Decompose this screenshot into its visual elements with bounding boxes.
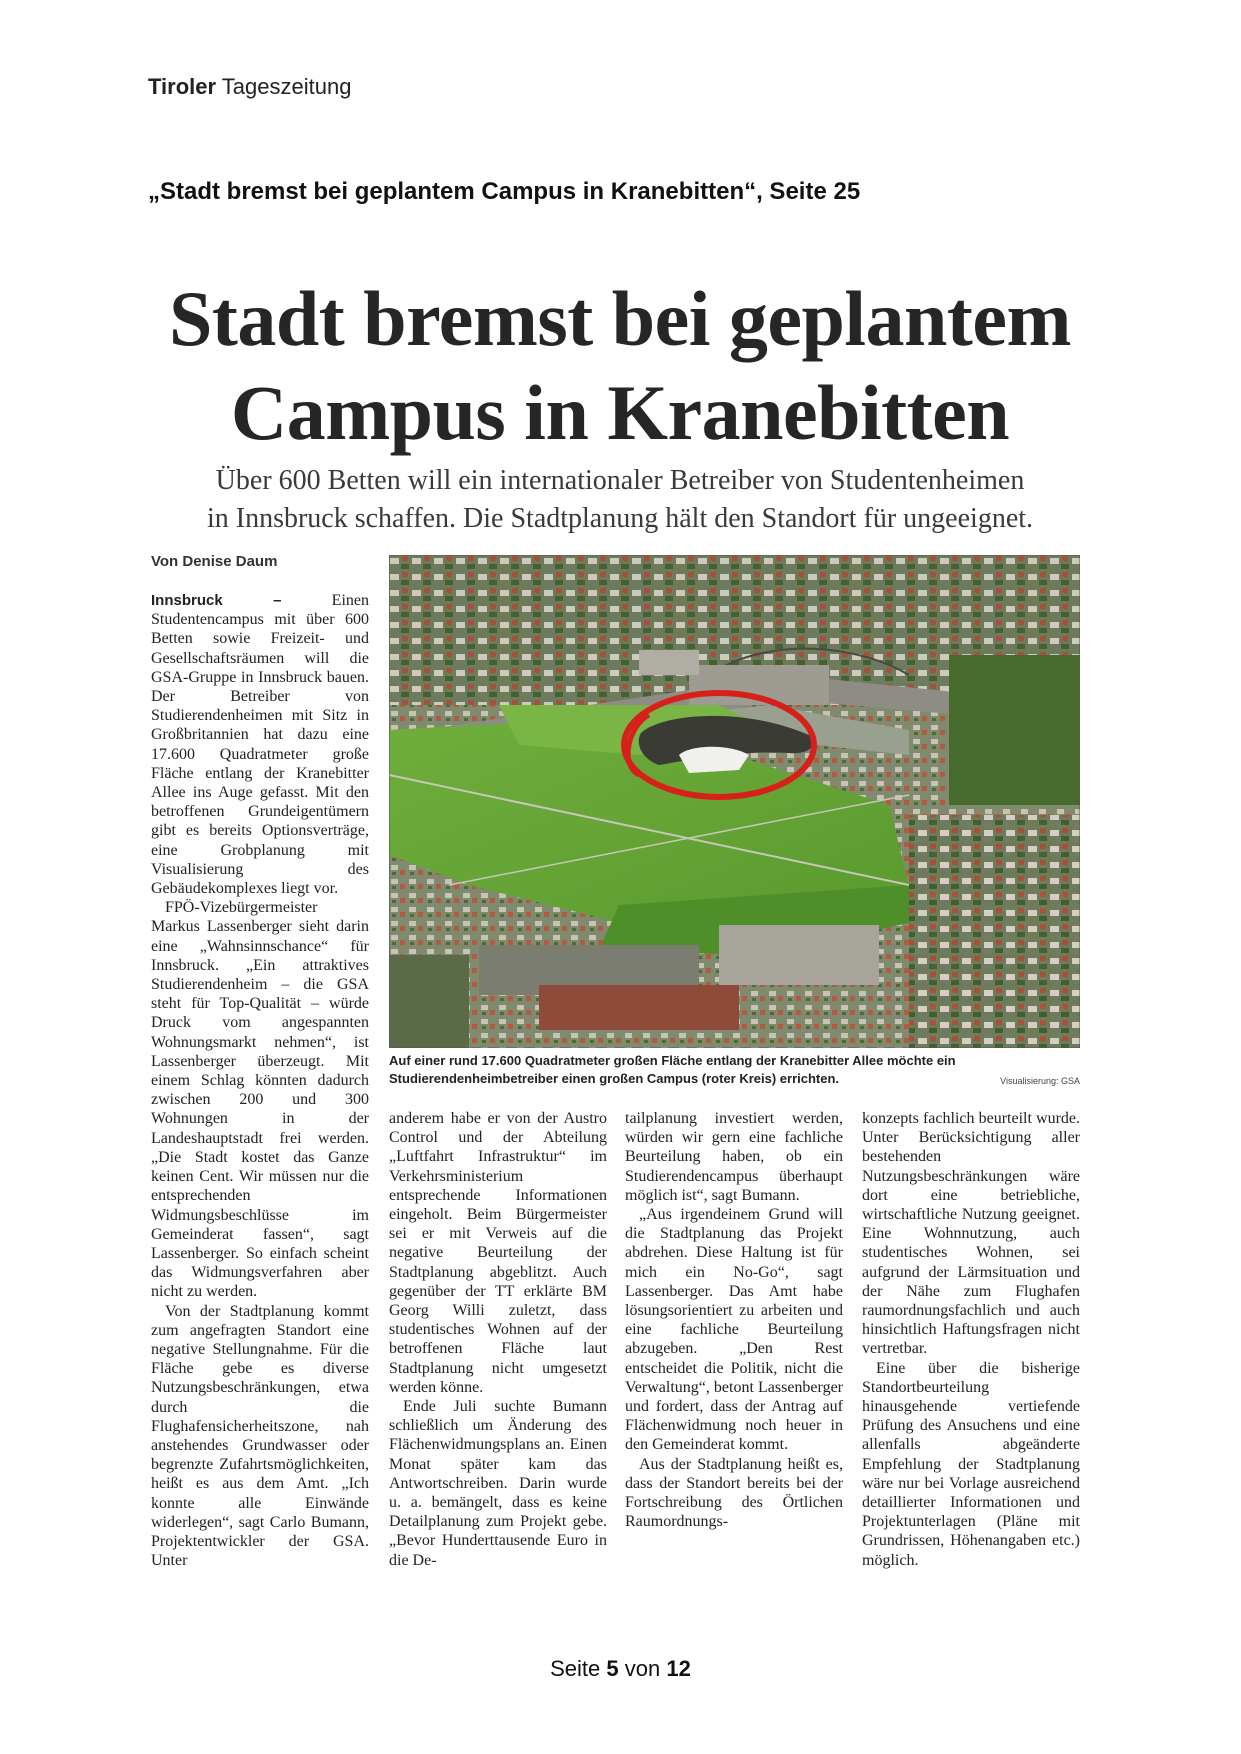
column-paragraph: „Aus irgendeinem Grund will die Stadtplanung das Projekt abdrehen. Diese Haltung ist für mich ein No-Go“, sagt Lassenberger. Das Amt habe lösungsorientiert zu arbeiten und eine fachliche Beurteilung abzugeben. „Den Rest entscheidet die Politik, nicht die Verwaltung“, betont Lassenberger und fordert, dass der Antrag auf Flächenwidmung noch heuer in den Gemeinderat kommt. [625, 1206, 843, 1454]
clip-reference: „Stadt bremst bei geplantem Campus in Kranebitten“, Seite 25 [148, 178, 861, 205]
column-paragraph: Eine über die bisherige Standortbeurteilung hinausgehende vertiefende Prüfung des Ansuchens und eine allenfalls abgeänderte Empfehlung der Stadtplanung wäre nur bei Vorlage ausreichend detaillierter Informationen und Projektunterlagen (Pläne mit Grundrissen, Höhenangaben etc.) möglich. [862, 1359, 1080, 1569]
aerial-photo-illustration [389, 555, 1080, 1048]
publication-name [148, 74, 351, 100]
subhead-line-1: Über 600 Betten will ein internationaler Betreiber von Studentenheimen [215, 465, 1025, 496]
article-column-2 [389, 1109, 607, 1570]
photo-caption: Auf einer rund 17.600 Quadratmeter großen Fläche entlang der Kranebitter Allee möchte ein Studierendenheimbetreiber einen großen Campus (roter Kreis) errichten. [389, 1053, 956, 1086]
byline: Von Denise Daum [151, 553, 278, 570]
article-subhead [150, 462, 1090, 538]
column-paragraph: FPÖ-Vizebürgermeister Markus Lassenberger sieht darin eine „Wahnsinnschance“ für Innsbruck. „Ein attraktives Studierendenheim – die GSA steht für Top-Qualität – würde Druck vom angespannten Wohnungsmarkt nehmen“, ist Lassenberger überzeugt. Mit einem Schlag könnten dadurch zwischen 200 und 300 Wohnungen in der Landeshauptstadt frei werden. „Die Stadt kostet das Ganze keinen Cent. Wir müssen nur die entsprechenden Widmungsbeschlüsse im Gemeinderat fassen“, sagt Lassenberger. So einfach scheint das Widmungsverfahren aber nicht zu werden. [151, 899, 369, 1301]
column-paragraph: Von der Stadtplanung kommt zum angefragten Standort eine negative Stellungnahme. Für die Fläche gebe es diverse Nutzungsbeschränkungen, etwa durch die Flughafensicherheitszone, nah anstehendes Grundwasser oder begrenzte Zufahrtsmöglichkeiten, heißt es aus dem Amt. „Ich konnte alle Einwände widerlegen“, sagt Carlo Bumann, Projektentwickler der GSA. Unter [151, 1302, 369, 1570]
column-paragraph: Ende Juli suchte Bumann schließlich um Änderung des Flächenwidmungsplans an. Einen Monat später kam das Antwortschreiben. Darin wurde u. a. bemängelt, dass es keine Detailplanung zum Projekt gebe. „Bevor Hunderttausende Euro in die De- [389, 1398, 607, 1569]
article-column-1 [151, 591, 369, 1570]
page-total: 12 [666, 1656, 691, 1681]
article-headline [150, 272, 1090, 460]
subhead-line-2: in Innsbruck schaffen. Die Stadtplanung hält den Standort für ungeeignet. [206, 503, 1034, 534]
page-number [0, 1656, 1241, 1682]
column-paragraph: Aus der Stadtplanung heißt es, dass der Standort bereits bei der Fortschreibung des Örtlichen Raumordnungs- [625, 1455, 843, 1531]
article-column-4 [862, 1109, 1080, 1570]
publication-name-rest: Tageszeitung [221, 74, 352, 99]
page-middle: von [624, 1656, 661, 1681]
page-prefix: Seite [550, 1656, 601, 1681]
photo-credit: Visualisierung: GSA [1000, 1076, 1080, 1086]
column-paragraph [151, 591, 369, 898]
column-paragraph: tailplanung investiert werden, würden wir gern eine fachliche Beurteilung haben, ob ein Studierendencampus überhaupt möglich ist“, sagt Bumann. [625, 1110, 843, 1204]
publication-name-bold: Tiroler [148, 74, 217, 99]
column-paragraph: anderem habe er von der Austro Control und der Abteilung „Luftfahrt Infrastruktur“ im Verkehrsministerium entsprechende Informationen eingeholt. Beim Bürgermeister sei er mit Verweis auf die negative Beurteilung der Stadtplanung abgeblitzt. Auch gegenüber der TT erklärte BM Georg Willi zuletzt, dass studentisches Wohnen auf der betroffenen Fläche laut Stadtplanung nicht umgesetzt werden könne. [389, 1110, 607, 1396]
headline-line-2: Campus in Kranebitten [230, 369, 1010, 456]
article-column-3 [625, 1109, 843, 1531]
column-paragraph: konzepts fachlich beurteilt wurde. Unter Berücksichtigung aller bestehenden Nutzungsbeschränkungen wäre dort eine betriebliche, wirtschaftliche Nutzung geeignet. Eine Wohnnutzung, auch studentisches Wohnen, sei aufgrund der Lärmsituation und der Nähe zum Flughafen raumordnungsfachlich und auch hinsichtlich Haftungsfragen nicht vertretbar. [862, 1110, 1080, 1358]
paragraph-text: Einen Studentencampus mit über 600 Betten sowie Freizeit- und Gesellschaftsräumen will die GSA-Gruppe in Innsbruck bauen. Der Betreiber von Studierendenheimen mit Sitz in Großbritannien hat dazu eine 17.600 Quadratmeter große Fläche entlang der Kranebitter Allee ins Auge gefasst. Mit den betroffenen Grundeigentümern gibt es bereits Optionsverträge, eine Grobplanung mit Visualisierung des Gebäudekomplexes liegt vor. [151, 592, 369, 898]
aerial-photo [389, 555, 1080, 1048]
headline-line-1: Stadt bremst bei geplantem [168, 275, 1071, 362]
dateline: Innsbruck – [151, 592, 282, 609]
page-current: 5 [606, 1656, 619, 1681]
